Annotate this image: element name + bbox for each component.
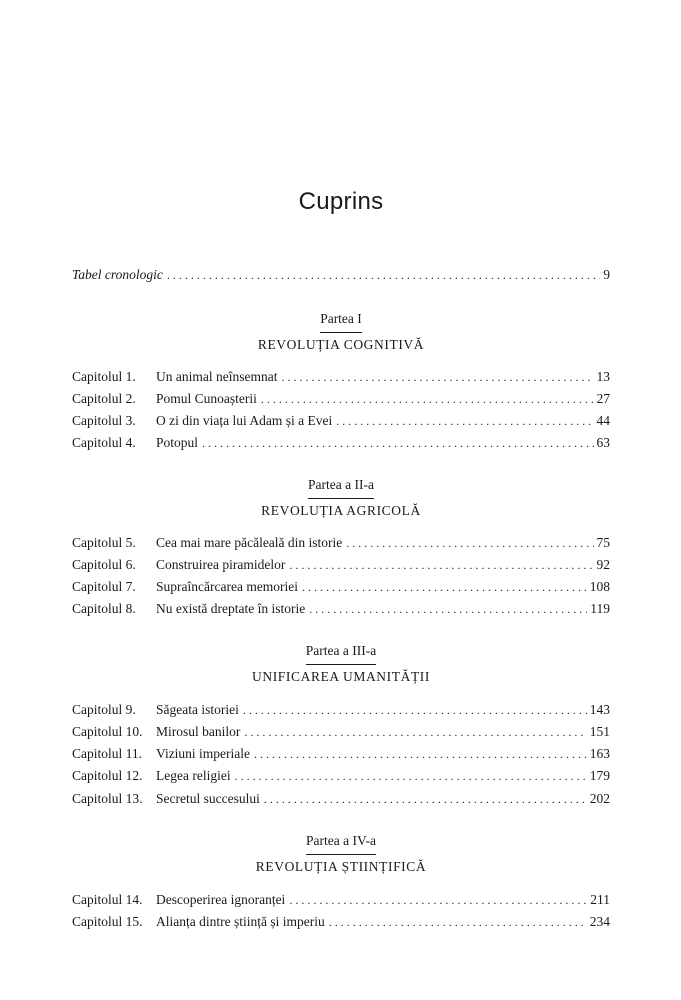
- chapter-number: Capitolul 2.: [72, 391, 136, 406]
- chapter-title: Secretul succesului: [156, 791, 260, 806]
- page-number: 179: [589, 768, 610, 783]
- dot-leader: [309, 600, 587, 618]
- toc-entry: [72, 701, 610, 719]
- toc-entry-intro: [72, 266, 610, 284]
- dot-leader: [302, 578, 587, 596]
- chapter-number: Capitolul 6.: [72, 557, 136, 572]
- chapter-title: Pomul Cunoașterii: [156, 391, 257, 406]
- chapter-number: Capitolul 1.: [72, 369, 136, 384]
- page-number: 9: [603, 267, 610, 282]
- toc-entry: [72, 891, 610, 909]
- chapter-title: Supraîncărcarea memoriei: [156, 579, 299, 594]
- toc-entry: [72, 767, 610, 785]
- toc-entry: [72, 434, 610, 452]
- page-number: 108: [589, 579, 610, 594]
- chapter-title: Nu există dreptate în istorie: [156, 601, 306, 616]
- page-number: 151: [589, 724, 610, 739]
- toc-entry: [72, 790, 610, 808]
- toc-entry: [72, 913, 610, 931]
- toc-entry: [72, 578, 610, 596]
- chapter-title: Descoperirea ignoranței: [156, 892, 286, 907]
- dot-leader: [336, 412, 593, 430]
- dot-leader: [264, 790, 587, 808]
- chapter-number: Capitolul 8.: [72, 601, 136, 616]
- toc-entry: [72, 723, 610, 741]
- page-number: 75: [596, 535, 610, 550]
- page-number: 44: [596, 413, 610, 428]
- chapter-number: Capitolul 3.: [72, 413, 136, 428]
- toc-entry: [72, 390, 610, 408]
- part-label: Partea a II-a: [72, 476, 610, 499]
- dot-leader: [243, 701, 587, 719]
- dot-leader: [329, 913, 587, 931]
- part-label: Partea a IV-a: [72, 832, 610, 855]
- chapter-number: Capitolul 4.: [72, 435, 136, 450]
- toc-entry: [72, 368, 610, 386]
- toc-entry: [72, 745, 610, 763]
- part-title: REVOLUȚIA AGRICOLĂ: [261, 503, 421, 518]
- dot-leader: [281, 368, 593, 386]
- chapter-title: Construirea piramidelor: [156, 557, 286, 572]
- page-number: 234: [589, 914, 610, 929]
- dot-leader: [235, 767, 587, 785]
- chapter-number: Capitolul 10.: [72, 724, 143, 739]
- chapter-number: Capitolul 5.: [72, 535, 136, 550]
- page-number: 202: [589, 791, 610, 806]
- page-number: 119: [590, 601, 610, 616]
- chapter-title: Potopul: [156, 435, 199, 450]
- entry-title: Tabel cronologic: [72, 267, 163, 282]
- page-number: 211: [590, 892, 610, 907]
- chapter-title: Mirosul banilor: [156, 724, 241, 739]
- page-number: 163: [589, 746, 610, 761]
- dot-leader: [289, 556, 593, 574]
- chapter-title: O zi din viața lui Adam și a Evei: [156, 413, 333, 428]
- page-title: Cuprins: [298, 188, 384, 215]
- chapter-title: Un animal neînsemnat: [156, 369, 278, 384]
- page-number: 92: [596, 557, 610, 572]
- page-number: 63: [596, 435, 610, 450]
- chapter-title: Alianța dintre știință și imperiu: [156, 914, 325, 929]
- chapter-title: Viziuni imperiale: [156, 746, 251, 761]
- page-number: 27: [596, 391, 610, 406]
- part-title: REVOLUȚIA COGNITIVĂ: [257, 337, 425, 352]
- chapter-number: Capitolul 15.: [72, 914, 143, 929]
- chapter-title: Săgeata istoriei: [156, 702, 239, 717]
- chapter-title: Cea mai mare păcăleală din istorie: [156, 535, 343, 550]
- dot-leader: [244, 723, 586, 741]
- page-number: 13: [596, 369, 610, 384]
- chapter-number: Capitolul 9.: [72, 702, 136, 717]
- dot-leader: [254, 745, 587, 763]
- chapter-number: Capitolul 14.: [72, 892, 143, 907]
- chapter-number: Capitolul 7.: [72, 579, 136, 594]
- dot-leader: [346, 534, 593, 552]
- dot-leader: [167, 266, 600, 284]
- chapter-number: Capitolul 13.: [72, 791, 143, 806]
- toc-entry: [72, 412, 610, 430]
- part-title: REVOLUȚIA ȘTIINȚIFICĂ: [255, 859, 427, 874]
- dot-leader: [261, 390, 594, 408]
- chapter-number: Capitolul 12.: [72, 768, 143, 783]
- part-title: UNIFICAREA UMANITĂȚII: [252, 669, 430, 684]
- toc-entry: [72, 556, 610, 574]
- chapter-title: Legea religiei: [156, 768, 231, 783]
- dot-leader: [289, 891, 587, 909]
- dot-leader: [202, 434, 593, 452]
- part-label: Partea I: [72, 310, 610, 333]
- page-number: 143: [589, 702, 610, 717]
- chapter-number: Capitolul 11.: [72, 746, 142, 761]
- part-label: Partea a III-a: [72, 642, 610, 665]
- toc-entry: [72, 534, 610, 552]
- toc-entry: [72, 600, 610, 618]
